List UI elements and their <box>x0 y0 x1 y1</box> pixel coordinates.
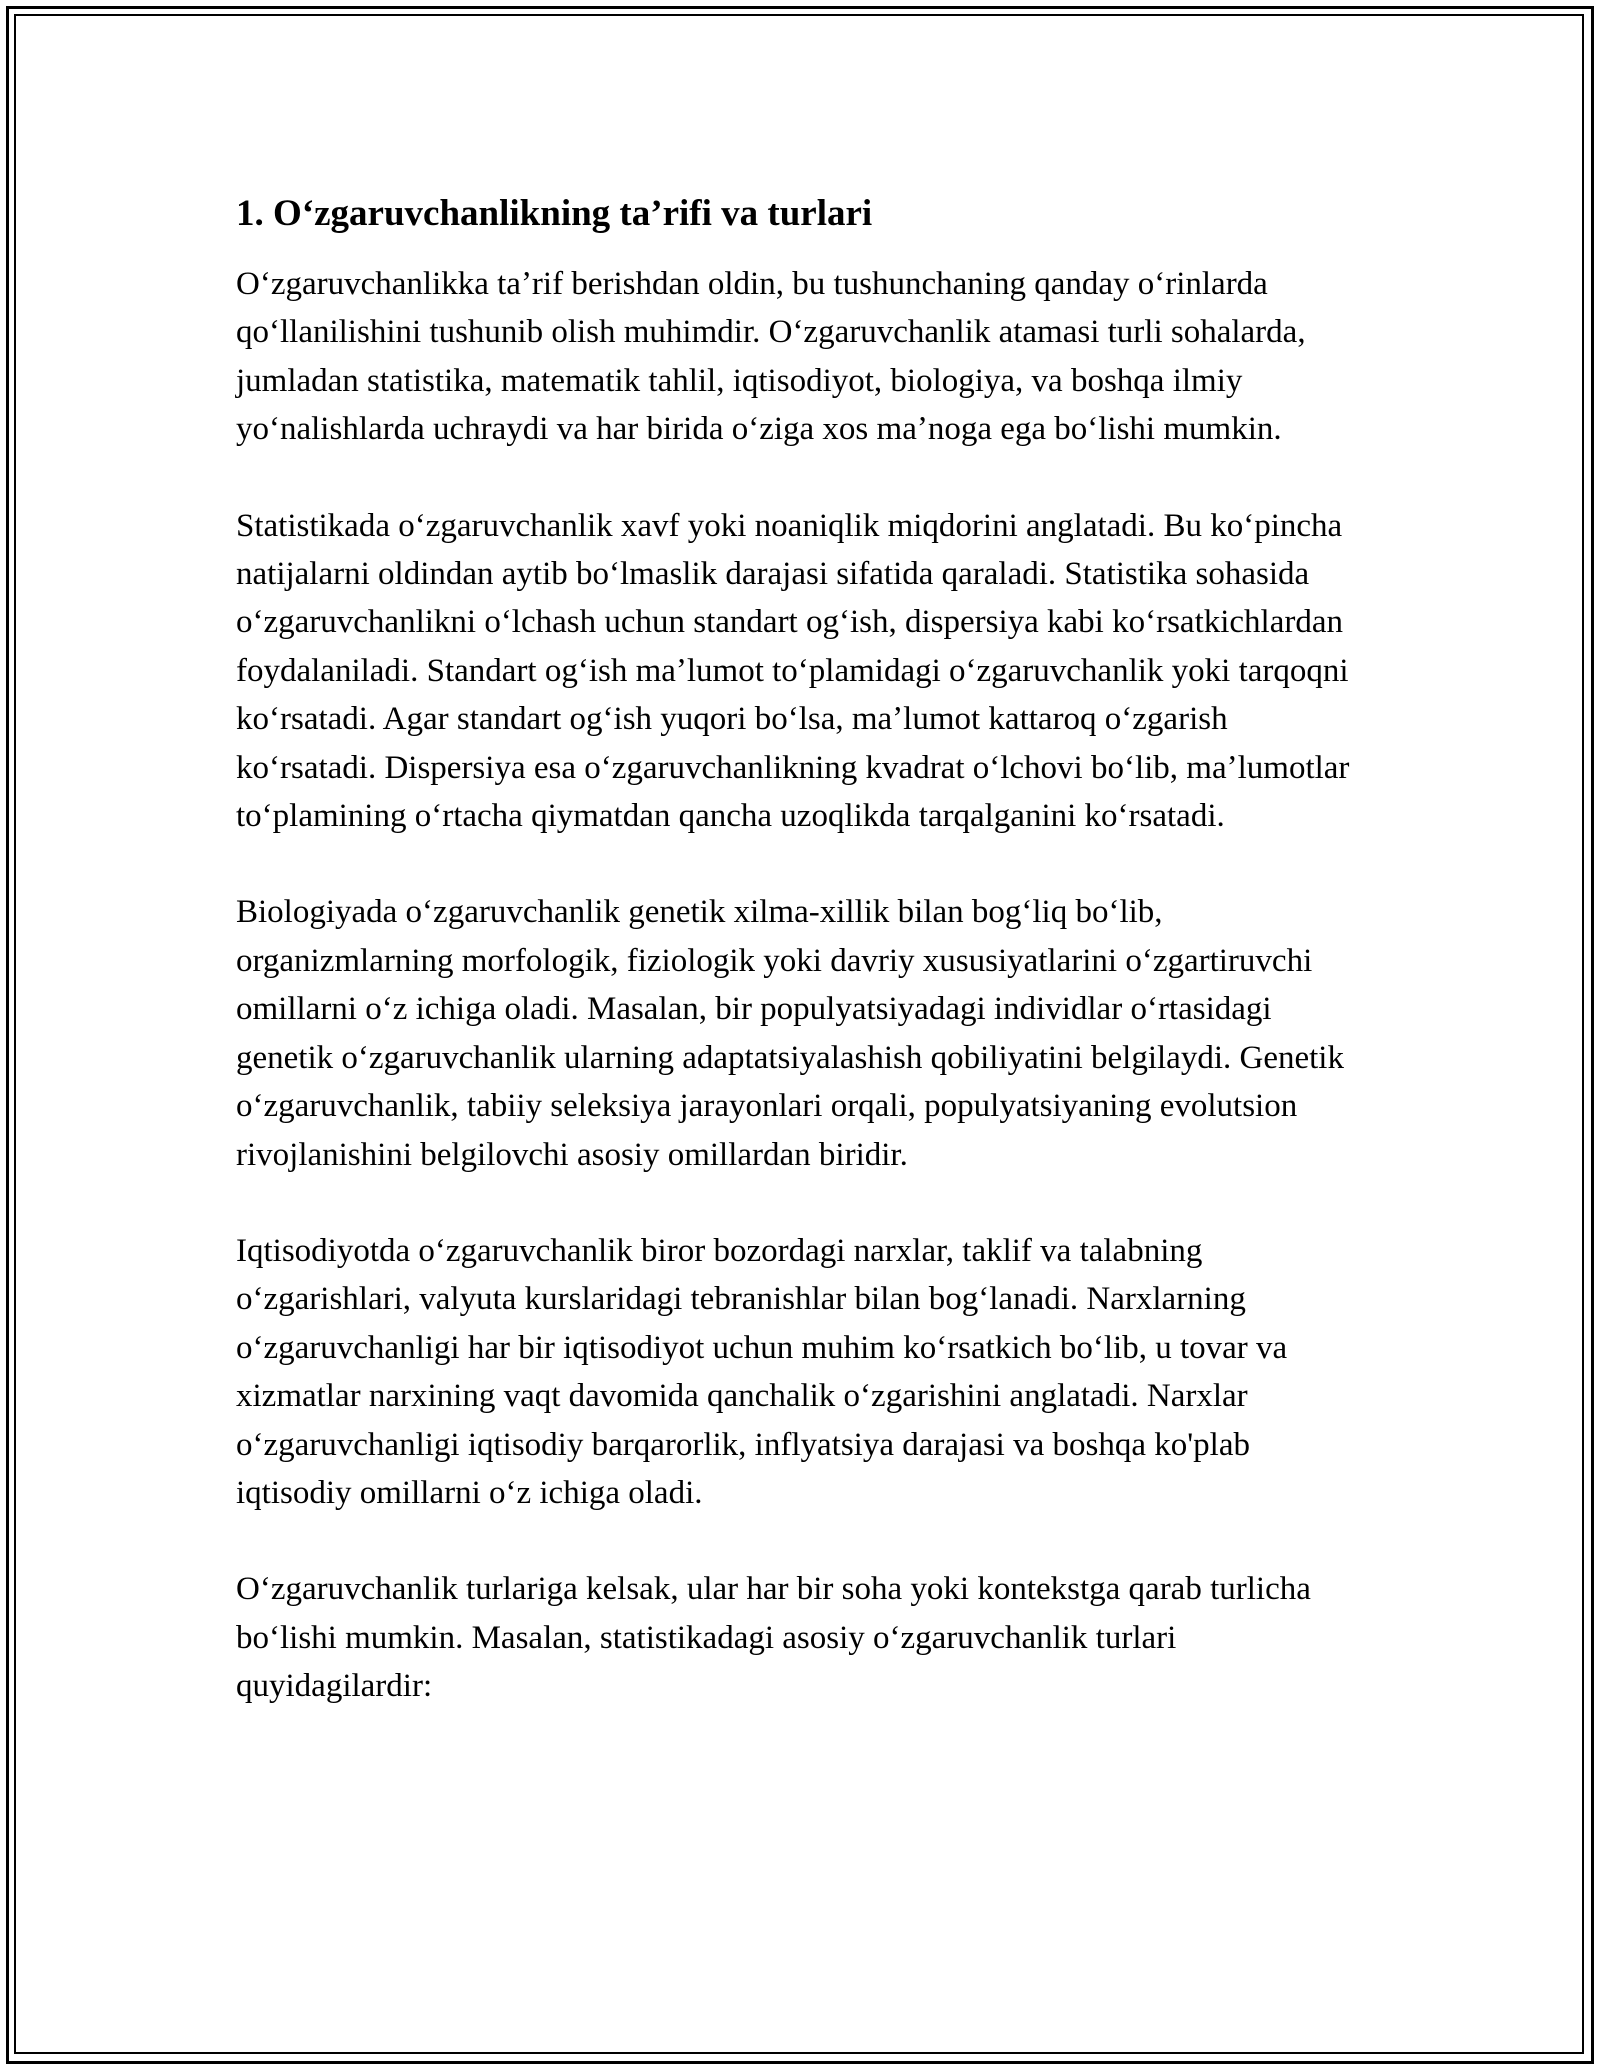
document-body <box>236 188 1366 1759</box>
paragraph-biology: Biologiyada oʻzgaruvchanlik genetik xilma-xillik bilan bogʻliq boʻlib, organizmlarning morfologik, fiziologik yoki davriy xususiyatlarini oʻzgartiruvchi omillarni oʻz ichiga oladi. Masalan, bir populyatsiyadagi individlar oʻrtasidagi genetik oʻzgaruvchanlik ularning adaptatsiyalashish qobiliyatini belgilaydi. Genetik oʻzgaruvchanlik, tabiiy seleksiya jarayonlari orqali, populyatsiyaning evolutsion rivojlanishini belgilovchi asosiy omillardan biridir. <box>236 894 1344 1173</box>
paragraph-economics: Iqtisodiyotda oʻzgaruvchanlik biror bozordagi narxlar, taklif va talabning oʻzgarishlari, valyuta kurslaridagi tebranishlar bilan bogʻlanadi. Narxlarning oʻzgaruvchanligi har bir iqtisodiyot uchun muhim koʻrsatkich boʻlib, u tovar va xizmatlar narxining vaqt davomida qanchalik oʻzgarishini anglatadi. Narxlar oʻzgaruvchanligi iqtisodiy barqarorlik, inflyatsiya darajasi va boshqa ko'plab iqtisodiy omillarni oʻz ichiga oladi. <box>236 1232 1288 1511</box>
section-heading: 1. Oʻzgaruvchanlikning taʼrifi va turlari <box>236 193 873 234</box>
paragraph-statistics: Statistikada oʻzgaruvchanlik xavf yoki noaniqlik miqdorini anglatadi. Bu koʻpincha natijalarni oldindan aytib boʻlmaslik darajasi sifatida qaraladi. Statistika sohasida oʻzgaruvchanlikni oʻlchash uchun standart ogʻish, dispersiya kabi koʻrsatkichlardan foydalaniladi. Standart ogʻish maʼlumot toʻplamidagi oʻzgaruvchanlik yoki tarqoqni koʻrsatadi. Agar standart ogʻish yuqori boʻlsa, maʼlumot kattaroq oʻzgarish koʻrsatadi. Dispersiya esa oʻzgaruvchanlikning kvadrat oʻlchovi boʻlib, maʼlumotlar toʻplamining oʻrtacha qiymatdan qancha uzoqlikda tarqalganini koʻrsatadi. <box>236 507 1350 835</box>
paragraph-types-intro: Oʻzgaruvchanlik turlariga kelsak, ular har bir soha yoki kontekstga qarab turlicha boʻlishi mumkin. Masalan, statistikadagi asosiy oʻzgaruvchanlik turlari quyidagilardir: <box>236 1571 1311 1705</box>
paragraph-definition-intro: Oʻzgaruvchanlikka taʼrif berishdan oldin, bu tushunchaning qanday oʻrinlarda qoʻllanilishini tushunib olish muhimdir. Oʻzgaruvchanlik atamasi turli sohalarda, jumladan statistika, matematik tahlil, iqtisodiyot, biologiya, va boshqa ilmiy yoʻnalishlarda uchraydi va har birida oʻziga xos maʼnoga ega boʻlishi mumkin. <box>236 266 1306 448</box>
